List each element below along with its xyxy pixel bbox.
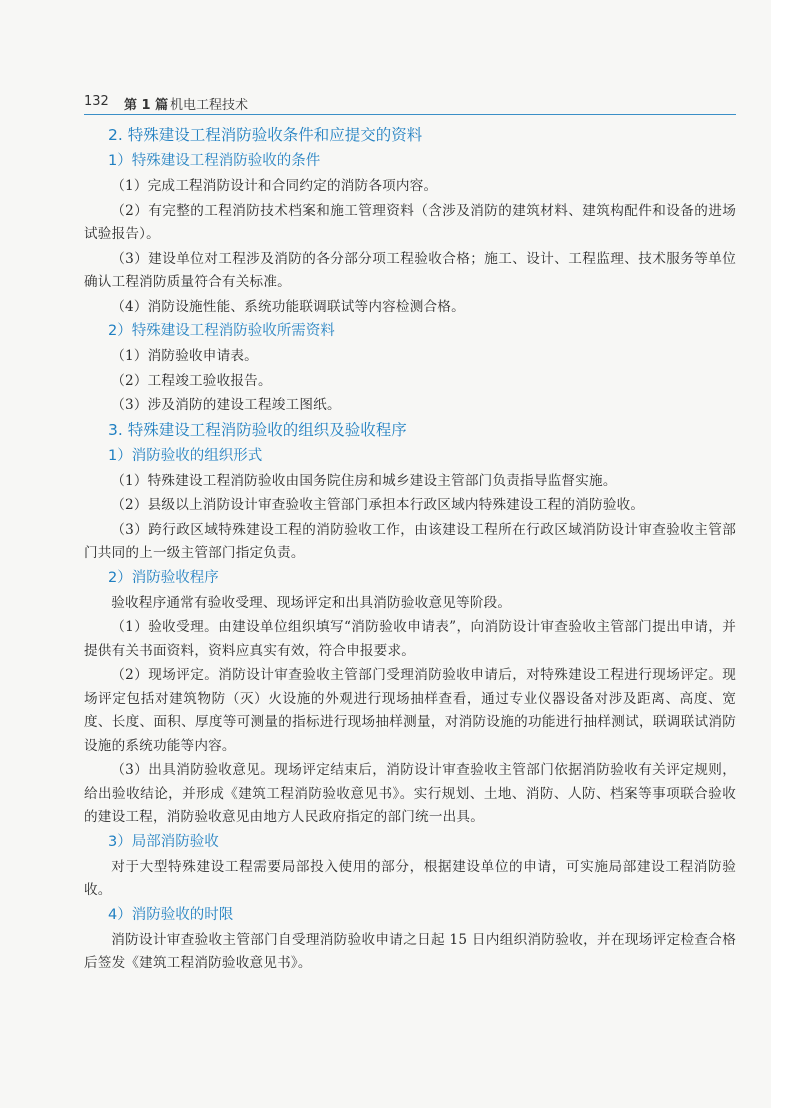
paragraph: （2）有完整的工程消防技术档案和施工管理资料（含涉及消防的建筑材料、建筑构配件和设备的进场试验报告）。 — [84, 202, 736, 242]
paragraph: （2）现场评定。消防设计审查验收主管部门受理消防验收申请后，对特殊建设工程进行现场评定。现场评定包括对建筑物防（灭）火设施的外观进行现场抽样查看，通过专业仪器设备对涉及距离、高度、宽度、长度、面积、厚度等可测量的指标进行现场抽样测量，对消防设施的功能进行抽样测试，联调联试消防设施的系统功能等内容。 — [84, 667, 736, 754]
header-rule — [84, 114, 736, 115]
section-heading: 3. 特殊建设工程消防验收的组织及验收程序 — [108, 420, 407, 439]
page-edge — [771, 0, 800, 1108]
paragraph: 对于大型特殊建设工程需要局部投入使用的部分，根据建设单位的申请，可实施局部建设工程消防验收。 — [84, 858, 736, 898]
paragraph: （3）涉及消防的建设工程竣工图纸。 — [111, 397, 341, 413]
paragraph: 消防设计审查验收主管部门自受理消防验收申请之日起 15 日内组织消防验收，并在现场评定检查合格后签发《建筑工程消防验收意见书》。 — [84, 931, 736, 971]
paragraph: （2）工程竣工验收报告。 — [111, 372, 272, 389]
paragraph: （1）消防验收申请表。 — [111, 348, 258, 364]
paragraph: （1）完成工程消防设计和合同约定的消防各项内容。 — [111, 178, 438, 194]
subsection-heading: 1）消防验收的组织形式 — [108, 447, 263, 464]
page-number: 132 — [84, 94, 109, 109]
page-body — [84, 124, 736, 977]
paragraph: （4）消防设施性能、系统功能联调联试等内容检测合格。 — [111, 298, 465, 315]
subsection-heading: 2）消防验收程序 — [108, 569, 219, 586]
paragraph: 验收程序通常有验收受理、现场评定和出具消防验收意见等阶段。 — [111, 594, 512, 611]
paragraph: （3）出具消防验收意见。现场评定结束后，消防设计审查验收主管部门依据消防验收有关评定规则，给出验收结论，并形成《建筑工程消防验收意见书》。实行规划、土地、消防、人防、档案等事项联合验收的建设工程，消防验收意见由地方人民政府指定的部门统一出具。 — [84, 762, 736, 825]
subsection-heading: 1）特殊建设工程消防验收的条件 — [108, 153, 321, 169]
paragraph: （3）建设单位对工程涉及消防的各分部分项工程验收合格；施工、设计、工程监理、技术服务等单位确认工程消防质量符合有关标准。 — [84, 250, 736, 290]
subsection-heading: 3）局部消防验收 — [108, 833, 219, 850]
paragraph: （3）跨行政区域特殊建设工程的消防验收工作，由该建设工程所在行政区域消防设计审查验收主管部门共同的上一级主管部门指定负责。 — [84, 521, 736, 561]
part-title: 机电工程技术 — [170, 98, 249, 113]
paragraph: （1）验收受理。由建设单位组织填写“消防验收申请表”，向消防设计审查验收主管部门提出申请，并提供有关书面资料，资料应真实有效，符合申报要求。 — [84, 619, 736, 659]
subsection-heading: 2）特殊建设工程消防验收所需资料 — [108, 323, 335, 339]
running-header — [84, 90, 736, 114]
section-heading: 2. 特殊建设工程消防验收条件和应提交的资料 — [108, 126, 423, 144]
subsection-heading: 4）消防验收的时限 — [108, 906, 234, 923]
paragraph: （1）特殊建设工程消防验收由国务院住房和城乡建设主管部门负责指导监督实施。 — [111, 472, 617, 489]
paragraph: （2）县级以上消防设计审查验收主管部门承担本行政区域内特殊建设工程的消防验收。 — [111, 497, 645, 513]
part-label: 第 1 篇 — [124, 98, 169, 113]
